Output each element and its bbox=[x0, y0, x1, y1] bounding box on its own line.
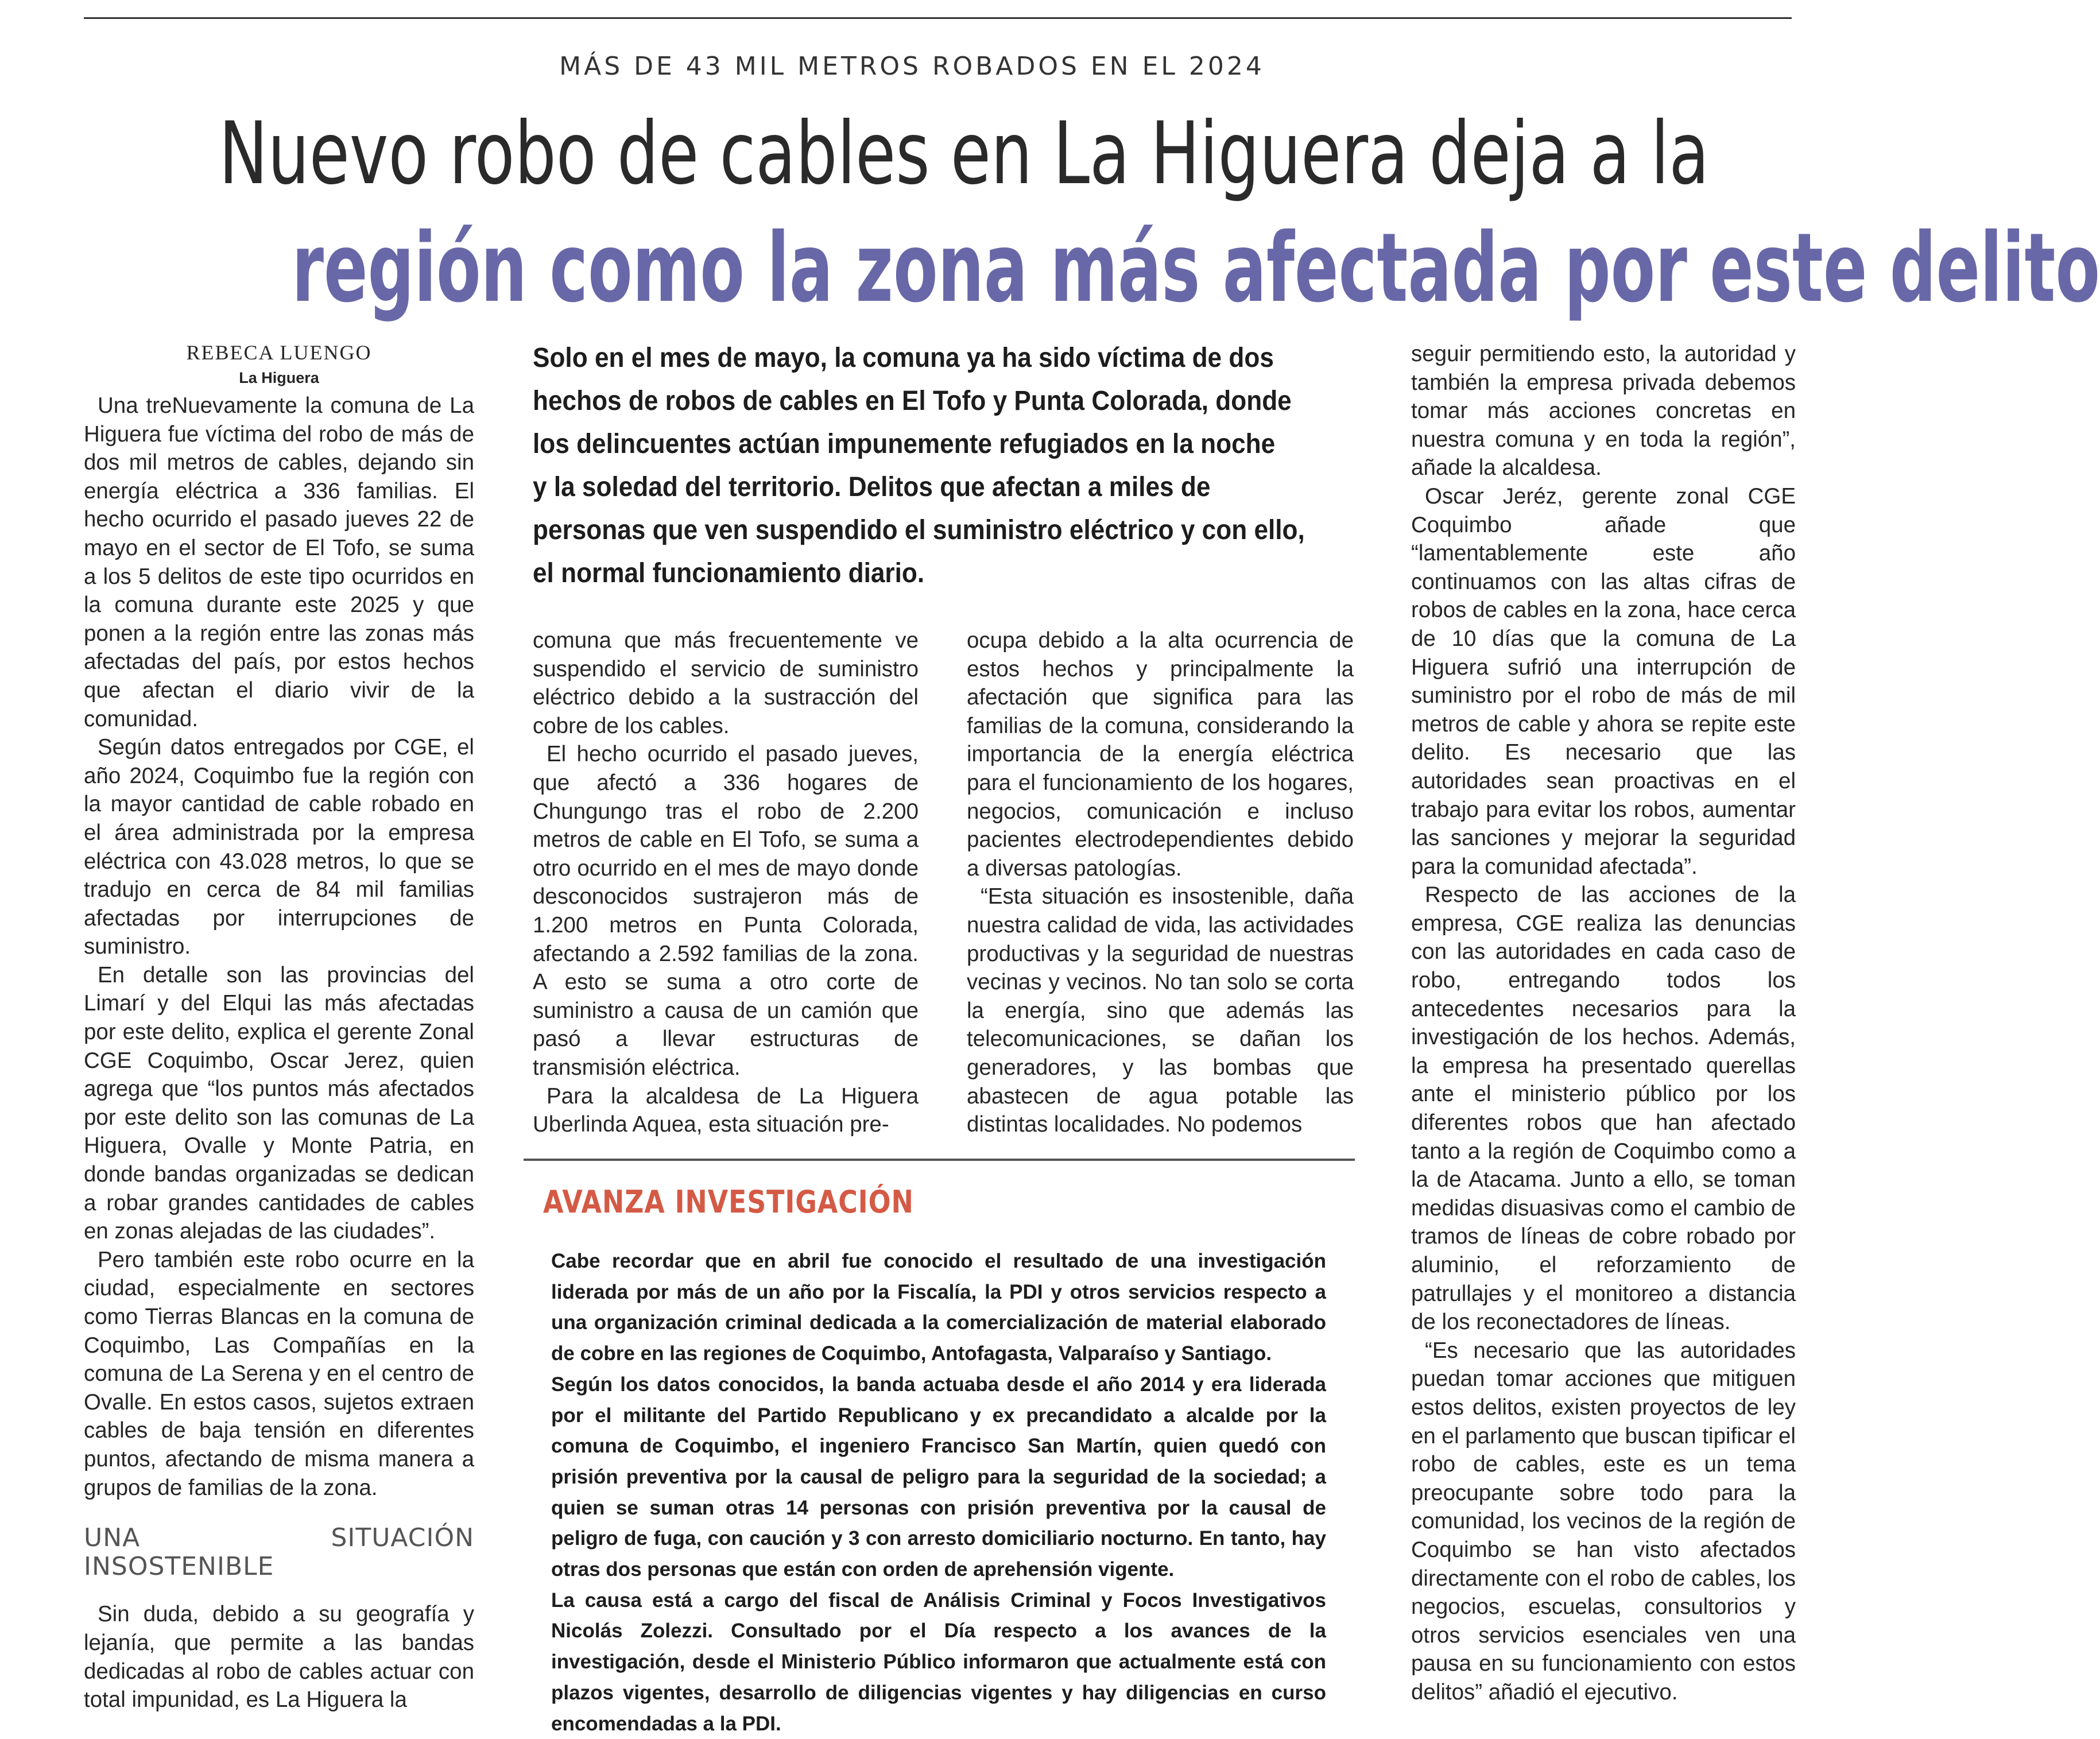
paragraph: Oscar Jeréz, gerente zonal CGE Coquimbo añade que “lamentablemente este año continuamos con las altas cifras de robos de cables en la zona, hace cerca de 10 días que la comuna de La Higuera sufrió una interrupción de suministro por el robo de más de mil metros de cable y ahora se repite este delito. Es necesario que las autoridades sean proactivas en el trabajo para evitar los robos, aumentar las sanciones y mejorar la seguridad para la comunidad afectada”. bbox=[1411, 483, 1796, 879]
paragraph: Pero también este robo ocurre en la ciudad, especialmente en sectores como Tierras Blancas en la comuna de Coquimbo, Las Compañías en la comuna de La Serena y en el centro de Ovalle. En estos casos, sujetos extraen cables de baja tensión en diferentes puntos, afectando de misma manera a grupos de familias de la zona. bbox=[84, 1247, 474, 1500]
lead-line: y la soledad del territorio. Delitos que afectan a miles de bbox=[533, 472, 1211, 502]
article-column-4 bbox=[1411, 340, 1796, 1707]
top-rule bbox=[84, 17, 1792, 19]
lead-line: hechos de robos de cables en El Tofo y Punta Colorada, donde bbox=[533, 386, 1292, 416]
article-column-2 bbox=[533, 626, 919, 1139]
paragraph: Respecto de las acciones de la empresa, CGE realiza las denuncias con las autoridades en cada caso de robo, entregando todos los antecedentes necesarios para la investigación de los hechos. Además, la empresa ha presentado querellas ante el ministerio público por los diferentes robos que han afectado tanto a la región de Coquimbo como a la de Atacama. Junto a ello, se toman medidas disuasivas como el cambio de tramos de líneas de cobre robado por aluminio, el reforzamiento de patrullajes y el monitoreo a distancia de los reconectadores de líneas. bbox=[1411, 882, 1796, 1335]
headline bbox=[0, 96, 2100, 326]
headline-line-1: Nuevo robo de cables en La Higuera deja a la bbox=[219, 104, 1710, 204]
lead-deck bbox=[533, 336, 1348, 595]
headline-line-2: región como la zona más afectada por este delito bbox=[292, 213, 2100, 324]
paragraph: Para la alcaldesa de La Higuera Uberlinda Aquea, esta situación pre- bbox=[533, 1083, 919, 1137]
paragraph: El hecho ocurrido el pasado jueves, que afectó a 336 hogares de Chungungo tras el robo de 2.200 metros de cable en El Tofo, se suma a otro ocurrido en el mes de mayo donde desconocidos sustrajeron más de 1.200 metros en Punta Colorada, afectando a 2.592 familias de la zona. A esto se suma a otro corte de suministro a causa de un camión que pasó a llevar estructuras de transmisión eléctrica. bbox=[533, 742, 919, 1080]
box-title: AVANZA INVESTIGACIÓN bbox=[543, 1184, 914, 1220]
paragraph: seguir permitiendo esto, la autoridad y también la empresa privada debemos tomar más acciones concretas en nuestra comuna y en toda la región”, añade la alcaldesa. bbox=[1411, 342, 1796, 481]
paragraph: ocupa debido a la alta ocurrencia de estos hechos y principalmente la afectación que significa para las familias de la comuna, considerando la importancia de la energía eléctrica para el funcionamiento de los hogares, negocios, comunicación e incluso pacientes electrodependientes debido a diversas patologías. bbox=[967, 628, 1354, 881]
lead-line: personas que ven suspendido el suministro eléctrico y con ello, bbox=[533, 515, 1305, 545]
paragraph: Sin duda, debido a su geografía y lejanía, que permite a las bandas dedicadas al robo de cables actuar con total impunidad, es La Higuera la bbox=[84, 1602, 474, 1713]
lead-line: el normal funcionamiento diario. bbox=[533, 558, 925, 588]
byline-author: REBECA LUENGO bbox=[186, 341, 372, 364]
paragraph: En detalle son las provincias del Limarí y del Elqui las más afectadas por este delito, explica el gerente Zonal CGE Coquimbo, Oscar Jerez, quien agrega que “los puntos más afectados por este delito son las comunas de La Higuera, Ovalle y Monte Patria, en donde bandas organizadas se dedican a robar grandes cantidades de cables en zonas alejadas de las ciudades”. bbox=[84, 962, 474, 1244]
paragraph: Una treNuevamente la comuna de La Higuera fue víctima del robo de más de dos mil metros de cables, dejando sin energía eléctrica a 336 familias. El hecho ocurrido el pasado jueves 22 de mayo en el sector de El Tofo, se suma a los 5 delitos de este tipo ocurridos en la comuna durante este 2025 y que ponen a la región entre las zonas más afectadas del país, por estos hechos que afectan el diario vivir de la comunidad. bbox=[84, 393, 474, 731]
lead-line: los delincuentes actúan impunemente refugiados en la noche bbox=[533, 429, 1276, 459]
investigation-box bbox=[551, 1246, 1326, 1739]
section-subhead: UNA SITUACIÓN INSOSTENIBLE bbox=[84, 1523, 474, 1581]
paragraph: Según datos entregados por CGE, el año 2024, Coquimbo fue la región con la mayor cantidad de cable robado en el área administrada por la empresa eléctrica con 43.028 metros, lo que se tradujo en cerca de 84 mil familias afectadas por interrupciones de suministro. bbox=[84, 735, 474, 959]
paragraph: comuna que más frecuentemente ve suspendido el servicio de suministro eléctrico debido a la sustracción del cobre de los cables. bbox=[533, 628, 919, 738]
article-column-3 bbox=[967, 626, 1354, 1139]
lead-line: Solo en el mes de mayo, la comuna ya ha sido víctima de dos bbox=[533, 343, 1274, 373]
paragraph: “Esta situación es insostenible, daña nuestra calidad de vida, las actividades productivas y la seguridad de nuestras vecinas y vecinos. No tan solo se corta la energía, sino que además las telecomunicaciones, se dañan los generadores, y las bombas que abastecen de agua potable las distintas localidades. No podemos bbox=[967, 884, 1354, 1137]
byline-location: La Higuera bbox=[239, 369, 319, 386]
box-rule bbox=[524, 1159, 1355, 1161]
kicker: MÁS DE 43 MIL METROS ROBADOS EN EL 2024 bbox=[559, 52, 1265, 81]
article-column-1 bbox=[84, 339, 474, 1714]
box-paragraph: La causa está a cargo del fiscal de Análisis Criminal y Focos Investigativos Nicolás Zolezzi. Consultado por el Día respecto a los avances de la investigación, desde el Ministerio Público informaron que actualmente está con plazos vigentes, desarrollo de diligencias vigentes y hay diligencias en curso encomendadas a la PDI. bbox=[551, 1589, 1326, 1735]
paragraph: “Es necesario que las autoridades puedan tomar acciones que mitiguen estos delitos, existen proyectos de ley en el parlamento que buscan tipificar el robo de cables, este es un tema preocupante sobre todo para la comunidad, los vecinos de la región de Coquimbo se han visto afectados directamente con el robo de cables, los negocios, escuelas, consultorios y otros servicios esenciales ven una pausa en su funcionamiento con estos delitos” añadió el ejecutivo. bbox=[1411, 1338, 1796, 1705]
box-paragraph: Cabe recordar que en abril fue conocido el resultado de una investigación liderada por más de un año por la Fiscalía, la PDI y otros servicios respecto a una organización criminal dedicada a la comercialización de material elaborado de cobre en las regiones de Coquimbo, Antofagasta, Valparaíso y Santiago. bbox=[551, 1250, 1326, 1365]
box-paragraph: Según los datos conocidos, la banda actuaba desde el año 2014 y era liderada por el militante del Partido Republicano y ex precandidato a alcalde por la comuna de Coquimbo, el ingeniero Francisco San Martín, quien quedó con prisión preventiva por la causal de peligro para la seguridad de la sociedad; a quien se suman otras 14 personas con prisión preventiva por la causal de peligro de fuga, con caución y 3 con arresto domiciliario nocturno. En tanto, hay otras dos personas que están con orden de aprehensión vigente. bbox=[551, 1373, 1326, 1581]
